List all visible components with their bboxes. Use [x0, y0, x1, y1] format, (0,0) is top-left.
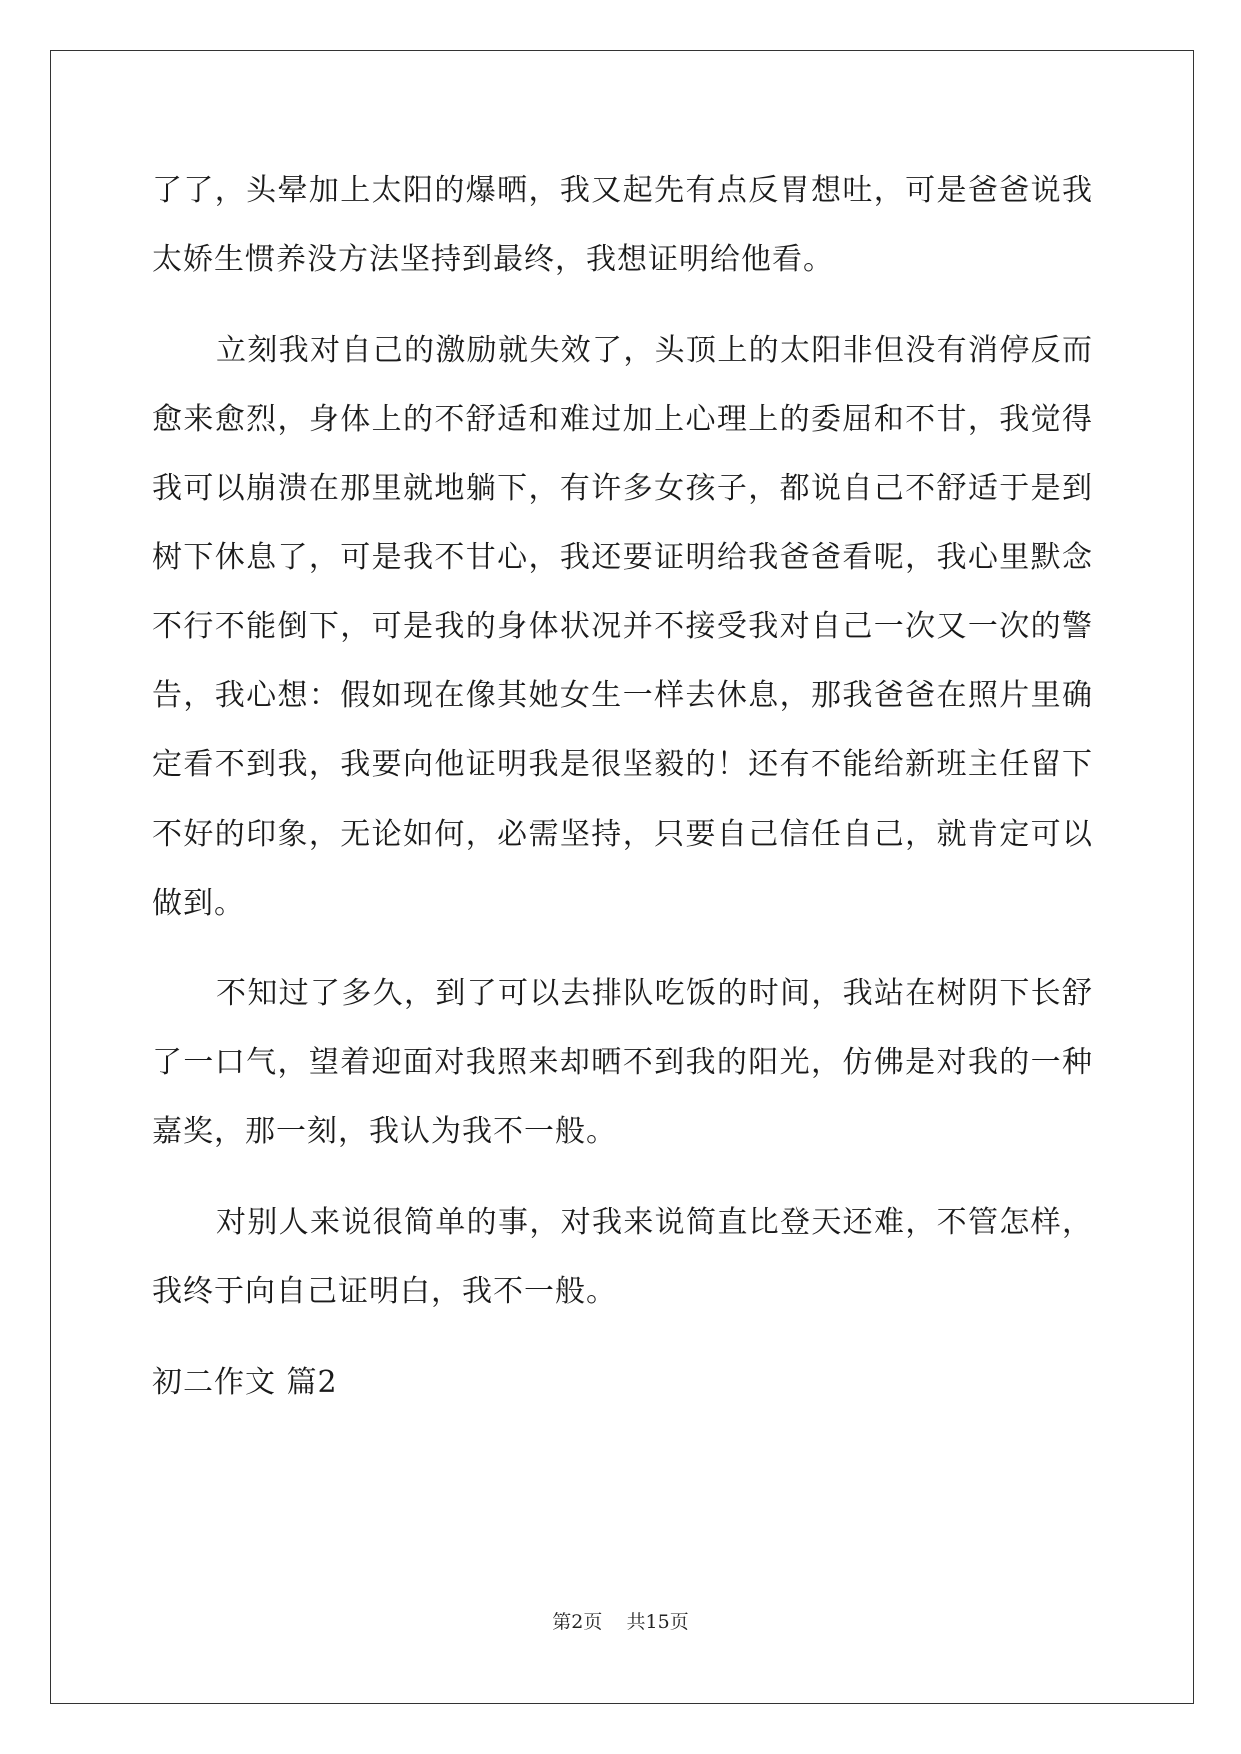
page-border [50, 50, 1194, 1704]
text-line: 树下休息了，可是我不甘心，我还要证明给我爸爸看呢，我心里默念 [152, 540, 1092, 575]
text-line: 做到。 [152, 886, 245, 921]
section-heading: 初二作文 篇2 [152, 1365, 338, 1400]
page-number: 第2页 共15页 [552, 1611, 689, 1633]
text-line: 我终于向自己证明白，我不一般。 [152, 1274, 617, 1309]
text-line: 我可以崩溃在那里就地躺下，有许多女孩子，都说自己不舒适于是到 [152, 471, 1092, 506]
text-line: 对别人来说很简单的事，对我来说简直比登天还难，不管怎样， [216, 1205, 1092, 1240]
text-line: 告，我心想：假如现在像其她女生一样去休息，那我爸爸在照片里确 [152, 678, 1092, 713]
text-line: 不知过了多久，到了可以去排队吃饭的时间，我站在树阴下长舒 [216, 976, 1092, 1011]
text-line: 了了，头晕加上太阳的爆晒，我又起先有点反胃想吐，可是爸爸说我 [152, 173, 1092, 208]
text-line: 愈来愈烈，身体上的不舒适和难过加上心理上的委屈和不甘，我觉得 [152, 402, 1092, 437]
text-line: 立刻我对自己的激励就失效了，头顶上的太阳非但没有消停反而 [216, 333, 1092, 368]
text-line: 太娇生惯养没方法坚持到最终，我想证明给他看。 [152, 242, 834, 277]
text-line: 嘉奖，那一刻，我认为我不一般。 [152, 1114, 617, 1149]
text-line: 了一口气，望着迎面对我照来却晒不到我的阳光，仿佛是对我的一种 [152, 1045, 1092, 1080]
text-line: 不行不能倒下，可是我的身体状况并不接受我对自己一次又一次的警 [152, 609, 1092, 644]
text-line: 不好的印象，无论如何，必需坚持，只要自己信任自己，就肯定可以 [152, 817, 1092, 852]
text-line: 定看不到我，我要向他证明我是很坚毅的！还有不能给新班主任留下 [152, 747, 1092, 782]
